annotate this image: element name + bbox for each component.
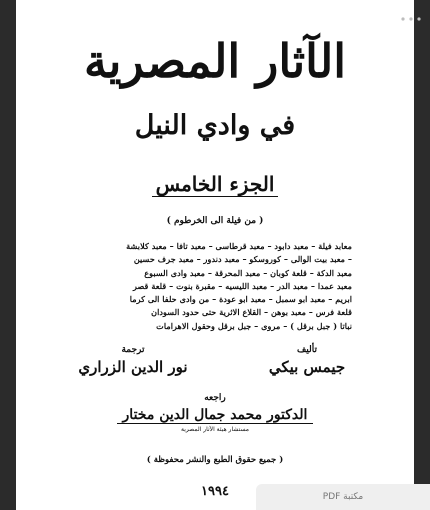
contents-line: معبد عمدا – معبد الدر – معبد الليسيه – مقبرة بنوت – قلعة قصر	[132, 280, 352, 291]
reviewer-name: الدكتور محمد جمال الدين مختار	[117, 407, 314, 424]
author-role: تأليف	[296, 345, 318, 355]
credits-block	[16, 345, 414, 385]
book-subtitle: في وادي النيل	[134, 110, 296, 141]
publication-year: ١٩٩٤	[201, 484, 229, 499]
geographic-range: ( من فيلة الى الخرطوم )	[166, 216, 264, 226]
reviewer-credit	[16, 393, 414, 433]
contents-line: نباتا ( جبل برقل ) – مروى – جبل برقل وحقول الاهرامات	[156, 320, 352, 331]
translator-role: ترجمة	[121, 345, 145, 355]
contents-line: معبد الدكة – قلعة كوبان – معبد المحرقة – معبد وادى السبوع	[144, 267, 352, 278]
watermark-badge: مكتبة PDF	[256, 484, 430, 510]
contents-line: – معبد بيت الوالى – كوروسكو – معبد دندور – معبد جرف حسين	[133, 254, 352, 265]
author-name: جيمس بيكي	[268, 358, 346, 376]
reviewer-role: راجعه	[204, 393, 226, 403]
translator-name: نور الدين الزراري	[78, 358, 188, 376]
book-title-page	[16, 0, 414, 510]
contents-line: ابريم – معبد ابو سمبل – معبد ابو عودة – من وادى حلفا الى كرما	[129, 294, 352, 305]
contents-line: معابد فيلة – معبد دابود – معبد قرطاسى – معبد تافا – معبد كلابشة	[126, 241, 352, 251]
rights-notice: ( جميع حقوق الطبع والنشر محفوظة )	[146, 455, 284, 465]
contents-line: قلعة فرس – معبد بوهن – القلاع الاثرية حتى حدود السودان	[151, 307, 352, 318]
volume-text: الجزء الخامس	[152, 172, 279, 197]
volume-label	[16, 172, 414, 196]
menu-dots-icon[interactable]	[399, 16, 423, 22]
translator-credit	[78, 345, 188, 376]
author-credit	[252, 345, 362, 376]
contents-list	[78, 240, 352, 333]
book-title: الآثار المصرية	[84, 34, 346, 88]
reviewer-affiliation: مستشار هيئة الآثار المصرية	[180, 426, 250, 433]
